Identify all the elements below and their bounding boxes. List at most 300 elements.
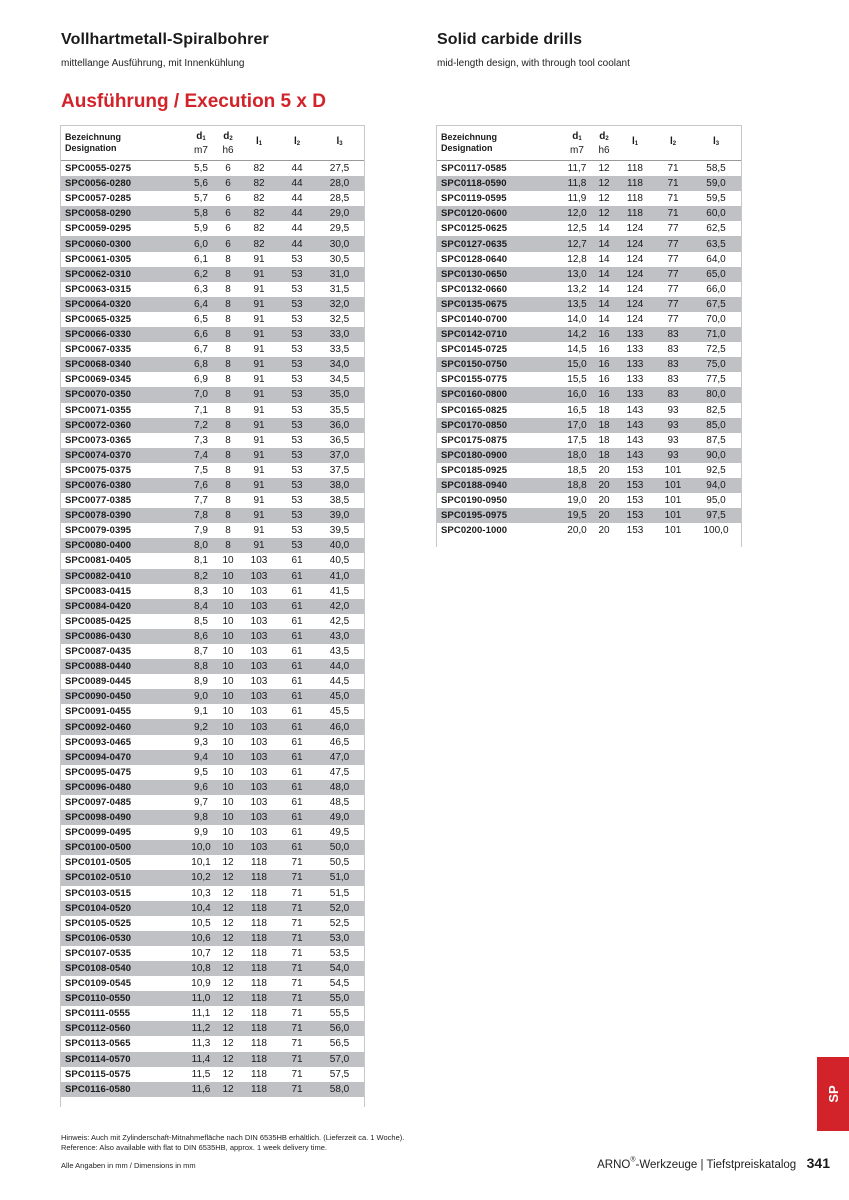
l3-cell: 31,0 <box>315 267 364 282</box>
d1-cell: 9,5 <box>194 766 208 778</box>
table-row <box>61 886 364 901</box>
l2-cell: 61 <box>279 599 315 614</box>
d1-cell: 8,9 <box>194 676 208 688</box>
table-row <box>61 825 364 840</box>
table-row <box>437 297 741 312</box>
l1-cell: 103 <box>239 810 279 825</box>
l1-cell: 91 <box>239 508 279 523</box>
designation-cell: SPC0109-0545 <box>65 978 132 990</box>
d2-cell: 8 <box>217 538 239 553</box>
designation-cell: SPC0080-0400 <box>61 538 185 553</box>
l2-cell: 93 <box>667 404 679 416</box>
designation-cell: SPC0085-0425 <box>65 615 132 627</box>
d1-cell: 6,8 <box>185 357 217 372</box>
d1-cell: 17,5 <box>567 434 587 446</box>
designation-cell: SPC0059-0295 <box>65 223 132 235</box>
designation-cell: SPC0088-0440 <box>61 659 185 674</box>
d2-cell: 6 <box>217 236 239 251</box>
table-row <box>437 191 741 206</box>
l2-cell: 101 <box>655 508 691 523</box>
d1-cell: 6,2 <box>185 267 217 282</box>
l2-cell: 83 <box>667 374 679 386</box>
section-tab[interactable] <box>817 1057 849 1131</box>
l3-cell: 75,0 <box>691 357 741 372</box>
l3-cell: 62,5 <box>706 223 726 235</box>
designation-cell: SPC0097-0485 <box>65 796 132 808</box>
l3-cell: 64,0 <box>706 253 726 265</box>
d2-cell: 8 <box>217 267 239 282</box>
d1-cell: 7,9 <box>194 525 208 537</box>
designation-cell: SPC0070-0350 <box>61 387 185 402</box>
l2-cell: 53 <box>291 495 303 507</box>
l1-cell: 82 <box>253 193 265 205</box>
designation-cell: SPC0105-0525 <box>65 917 132 929</box>
table-row <box>61 1021 364 1036</box>
l1-cell: 91 <box>239 357 279 372</box>
designation-cell: SPC0120-0600 <box>437 206 561 221</box>
d1-cell: 12,0 <box>561 206 593 221</box>
designation-cell: SPC0091-0455 <box>65 706 132 718</box>
l2-cell: 71 <box>279 991 315 1006</box>
d2-cell: 8 <box>217 418 239 433</box>
d2-cell: 6 <box>225 163 231 175</box>
l1-cell: 133 <box>615 387 655 402</box>
l1-cell: 118 <box>251 857 267 869</box>
d2-cell: 10 <box>217 719 239 734</box>
l2-cell: 71 <box>279 1052 315 1067</box>
l3-cell: 57,5 <box>329 1068 350 1080</box>
l3-cell: 56,0 <box>315 1021 364 1036</box>
l1-cell: 103 <box>239 780 279 795</box>
d2-cell: 12 <box>222 1068 234 1080</box>
d1-cell: 9,1 <box>194 706 208 718</box>
table-row <box>437 252 741 267</box>
designation-cell: SPC0098-0490 <box>61 810 185 825</box>
d1-cell: 8,3 <box>194 585 208 597</box>
l1-cell: 124 <box>615 236 655 251</box>
table-row <box>437 312 741 327</box>
d2-cell: 12 <box>217 870 239 885</box>
title-german: Vollhartmetall-Spiralbohrer <box>61 31 269 48</box>
d1-cell: 14,0 <box>567 313 587 325</box>
l2-cell: 53 <box>291 464 303 476</box>
d1-cell: 11,2 <box>185 1021 217 1036</box>
registered-mark: ® <box>630 1156 636 1164</box>
l3-cell: 56,5 <box>329 1038 350 1050</box>
l3-cell: 97,5 <box>691 508 741 523</box>
l3-cell: 52,5 <box>329 917 350 929</box>
d2-cell: 14 <box>598 313 610 325</box>
col-l2: $l_2$ <box>655 126 691 161</box>
l3-cell: 87,5 <box>706 434 726 446</box>
designation-cell: SPC0119-0595 <box>441 193 507 205</box>
d1-cell: 7,0 <box>185 387 217 402</box>
l2-cell: 53 <box>279 327 315 342</box>
d2-cell: 8 <box>217 327 239 342</box>
l2-cell: 101 <box>664 525 682 537</box>
d2-cell: 6 <box>225 193 231 205</box>
d1-cell: 7,6 <box>185 478 217 493</box>
subtitle-german: mittellange Ausführung, mit Innenkühlung <box>61 58 245 69</box>
table-row <box>61 327 364 342</box>
d1-cell: 5,8 <box>185 206 217 221</box>
table-row <box>61 508 364 523</box>
table-row <box>61 599 364 614</box>
designation-cell: SPC0093-0465 <box>65 736 132 748</box>
d2-cell: 10 <box>217 629 239 644</box>
l2-cell: 61 <box>291 676 303 688</box>
d2-cell: 10 <box>222 796 234 808</box>
l2-cell: 93 <box>667 434 679 446</box>
l2-cell: 61 <box>279 629 315 644</box>
l3-cell: 47,5 <box>329 766 350 778</box>
l2-cell: 101 <box>664 464 682 476</box>
table-row <box>61 433 364 448</box>
table-row <box>61 387 364 402</box>
l2-cell: 61 <box>279 569 315 584</box>
d1-cell: 15,5 <box>567 374 587 386</box>
designation-cell: SPC0058-0290 <box>61 206 185 221</box>
d2-cell: 10 <box>222 827 234 839</box>
l2-cell: 53 <box>291 404 303 416</box>
d1-cell: 12,8 <box>567 253 587 265</box>
d2-cell: 8 <box>217 387 239 402</box>
designation-cell: SPC0101-0505 <box>65 857 132 869</box>
d1-cell: 5,7 <box>194 193 208 205</box>
table-row <box>61 221 364 236</box>
d2-cell: 12 <box>217 1052 239 1067</box>
designation-cell: SPC0103-0515 <box>65 887 132 899</box>
l3-cell: 82,5 <box>706 404 726 416</box>
designation-cell: SPC0135-0675 <box>437 297 561 312</box>
col-designation: Bezeichnung Designation <box>437 126 561 161</box>
footnote <box>61 1133 404 1153</box>
designation-cell: SPC0073-0365 <box>65 434 132 446</box>
l1-cell: 124 <box>626 253 644 265</box>
d1-cell: 9,3 <box>194 736 208 748</box>
d2-cell: 12 <box>217 1082 239 1097</box>
table-row <box>61 463 364 478</box>
l2-cell: 61 <box>279 689 315 704</box>
l3-cell: 39,0 <box>315 508 364 523</box>
l2-cell: 53 <box>291 374 303 386</box>
table-row <box>61 795 364 810</box>
designation-cell: SPC0110-0550 <box>61 991 185 1006</box>
l1-cell: 103 <box>239 569 279 584</box>
l1-cell: 82 <box>253 223 265 235</box>
l3-cell: 34,5 <box>329 374 350 386</box>
l2-cell: 61 <box>279 719 315 734</box>
table-row <box>437 523 741 538</box>
col-d1: $d_1$ m7 <box>561 126 593 161</box>
l2-cell: 71 <box>279 870 315 885</box>
l3-cell: 71,0 <box>691 327 741 342</box>
l2-cell: 53 <box>279 357 315 372</box>
l3-cell: 35,0 <box>315 387 364 402</box>
l2-cell: 61 <box>291 827 303 839</box>
table-row <box>437 176 741 191</box>
d2-cell: 14 <box>593 297 615 312</box>
l3-cell: 65,0 <box>691 267 741 282</box>
l3-cell: 53,0 <box>315 931 364 946</box>
d1-cell: 11,9 <box>567 193 587 205</box>
d2-cell: 10 <box>217 780 239 795</box>
l3-cell: 94,0 <box>691 478 741 493</box>
l3-cell: 41,5 <box>329 585 350 597</box>
l3-cell: 67,5 <box>691 297 741 312</box>
l1-cell: 118 <box>251 1038 267 1050</box>
l1-cell: 103 <box>250 736 268 748</box>
d1-cell: 8,7 <box>194 646 208 658</box>
l2-cell: 44 <box>279 176 315 191</box>
l1-cell: 118 <box>615 176 655 191</box>
designation-cell: SPC0076-0380 <box>61 478 185 493</box>
table-row <box>61 840 364 855</box>
l1-cell: 118 <box>239 870 279 885</box>
right-spec-table <box>437 126 741 538</box>
l3-cell: 50,0 <box>315 840 364 855</box>
table-row <box>61 901 364 916</box>
col-l3: $l_3$ <box>691 126 741 161</box>
l1-cell: 143 <box>615 448 655 463</box>
d2-cell: 14 <box>593 236 615 251</box>
l1-cell: 103 <box>239 659 279 674</box>
table-row <box>61 297 364 312</box>
l2-cell: 71 <box>655 206 691 221</box>
l2-cell: 53 <box>291 283 303 295</box>
d2-cell: 10 <box>217 840 239 855</box>
d2-cell: 12 <box>593 206 615 221</box>
l2-cell: 71 <box>291 917 303 929</box>
d1-cell: 9,4 <box>185 750 217 765</box>
d1-cell: 12,7 <box>561 236 593 251</box>
d2-cell: 12 <box>217 991 239 1006</box>
d1-cell: 6,6 <box>185 327 217 342</box>
d1-cell: 7,2 <box>185 418 217 433</box>
d2-cell: 12 <box>222 1038 234 1050</box>
d2-cell: 12 <box>222 947 234 959</box>
d2-cell: 10 <box>217 810 239 825</box>
l1-cell: 118 <box>251 978 267 990</box>
designation-cell: SPC0145-0725 <box>441 344 508 356</box>
d1-cell: 9,6 <box>185 780 217 795</box>
l2-cell: 71 <box>655 176 691 191</box>
l2-cell: 93 <box>655 418 691 433</box>
l1-cell: 91 <box>239 327 279 342</box>
d1-cell: 11,0 <box>185 991 217 1006</box>
l3-cell: 58,0 <box>315 1082 364 1097</box>
designation-cell: SPC0090-0450 <box>61 689 185 704</box>
l3-cell: 29,5 <box>329 223 350 235</box>
l3-cell: 36,0 <box>315 418 364 433</box>
designation-cell: SPC0155-0775 <box>441 374 508 386</box>
d2-cell: 6 <box>217 206 239 221</box>
l1-cell: 91 <box>253 283 265 295</box>
d1-cell: 6,0 <box>185 236 217 251</box>
l1-cell: 118 <box>251 917 267 929</box>
d1-cell: 10,7 <box>191 947 211 959</box>
d2-cell: 10 <box>222 706 234 718</box>
d1-cell: 7,7 <box>194 495 208 507</box>
d2-cell: 20 <box>593 508 615 523</box>
d1-cell: 8,0 <box>185 538 217 553</box>
l1-cell: 82 <box>239 206 279 221</box>
l1-cell: 118 <box>239 991 279 1006</box>
l1-cell: 103 <box>250 646 268 658</box>
d2-cell: 16 <box>593 327 615 342</box>
d2-cell: 8 <box>225 495 231 507</box>
l2-cell: 44 <box>291 223 303 235</box>
l3-cell: 53,5 <box>329 947 350 959</box>
table-row <box>437 221 741 236</box>
table-header-row <box>61 126 364 161</box>
l3-cell: 52,0 <box>315 901 364 916</box>
designation-cell: SPC0128-0640 <box>441 253 508 265</box>
d1-cell: 11,3 <box>191 1038 211 1050</box>
d1-cell: 18,8 <box>561 478 593 493</box>
table-row <box>61 674 364 689</box>
designation-cell: SPC0142-0710 <box>437 327 561 342</box>
l1-cell: 143 <box>615 418 655 433</box>
l3-cell: 51,5 <box>329 887 350 899</box>
d2-cell: 14 <box>598 223 610 235</box>
l3-cell: 59,0 <box>691 176 741 191</box>
l2-cell: 101 <box>655 478 691 493</box>
d1-cell: 16,5 <box>567 404 587 416</box>
d1-cell: 18,0 <box>561 448 593 463</box>
l1-cell: 118 <box>251 947 267 959</box>
l1-cell: 82 <box>239 236 279 251</box>
d1-cell: 8,2 <box>185 569 217 584</box>
l3-cell: 32,5 <box>329 313 350 325</box>
l3-cell: 39,5 <box>329 525 350 537</box>
l2-cell: 71 <box>667 193 679 205</box>
l2-cell: 83 <box>655 357 691 372</box>
d1-cell: 15,0 <box>561 357 593 372</box>
table-row <box>61 704 364 719</box>
d1-cell: 10,6 <box>185 931 217 946</box>
l2-cell: 83 <box>667 344 679 356</box>
l3-cell: 57,0 <box>315 1052 364 1067</box>
l1-cell: 91 <box>253 525 265 537</box>
d1-cell: 10,5 <box>191 917 211 929</box>
l1-cell: 103 <box>250 827 268 839</box>
d2-cell: 18 <box>598 434 610 446</box>
d1-cell: 7,3 <box>194 434 208 446</box>
l1-cell: 133 <box>626 374 644 386</box>
d2-cell: 8 <box>225 313 231 325</box>
table-row <box>61 553 364 568</box>
units-note: Alle Angaben in mm / Dimensions in mm <box>61 1161 196 1170</box>
l3-cell: 46,5 <box>329 736 350 748</box>
d1-cell: 6,7 <box>194 344 208 356</box>
table-row <box>61 1036 364 1051</box>
d1-cell: 11,6 <box>185 1082 217 1097</box>
d2-cell: 12 <box>217 931 239 946</box>
l3-cell: 30,5 <box>329 253 350 265</box>
table-row <box>61 418 364 433</box>
l1-cell: 82 <box>253 163 265 175</box>
l2-cell: 53 <box>279 297 315 312</box>
l1-cell: 133 <box>615 357 655 372</box>
d1-cell: 18,5 <box>567 464 587 476</box>
l1-cell: 103 <box>239 719 279 734</box>
l3-cell: 28,0 <box>315 176 364 191</box>
d1-cell: 13,2 <box>567 283 587 295</box>
l2-cell: 93 <box>655 448 691 463</box>
d2-cell: 12 <box>222 887 234 899</box>
l2-cell: 71 <box>291 857 303 869</box>
table-row <box>61 765 364 780</box>
table-row <box>61 403 364 418</box>
d1-cell: 7,8 <box>185 508 217 523</box>
d1-cell: 13,0 <box>561 267 593 282</box>
l2-cell: 77 <box>655 236 691 251</box>
designation-cell: SPC0072-0360 <box>61 418 185 433</box>
l1-cell: 118 <box>627 193 643 205</box>
d1-cell: 5,6 <box>185 176 217 191</box>
l3-cell: 48,5 <box>329 796 350 808</box>
table-row <box>61 357 364 372</box>
designation-cell: SPC0106-0530 <box>61 931 185 946</box>
d2-cell: 10 <box>222 676 234 688</box>
d2-cell: 12 <box>217 961 239 976</box>
l1-cell: 91 <box>253 464 265 476</box>
l2-cell: 53 <box>279 267 315 282</box>
l3-cell: 28,5 <box>329 193 350 205</box>
l1-cell: 153 <box>626 464 644 476</box>
l3-cell: 37,0 <box>315 448 364 463</box>
d2-cell: 8 <box>225 283 231 295</box>
l2-cell: 77 <box>667 223 679 235</box>
d2-cell: 12 <box>217 1021 239 1036</box>
designation-cell: SPC0065-0325 <box>65 313 132 325</box>
l1-cell: 103 <box>239 689 279 704</box>
l1-cell: 103 <box>239 629 279 644</box>
l3-cell: 30,0 <box>315 236 364 251</box>
table-row <box>61 1067 364 1082</box>
col-l3: $l_3$ <box>315 126 364 161</box>
designation-cell: SPC0067-0335 <box>65 344 132 356</box>
l1-cell: 124 <box>615 267 655 282</box>
l3-cell: 43,0 <box>315 629 364 644</box>
l3-cell: 59,5 <box>706 193 726 205</box>
l2-cell: 77 <box>667 313 679 325</box>
l1-cell: 103 <box>239 599 279 614</box>
table-row <box>61 946 364 961</box>
designation-cell: SPC0056-0280 <box>61 176 185 191</box>
designation-cell: SPC0082-0410 <box>61 569 185 584</box>
col-d2: $d_2$ h6 <box>217 126 239 161</box>
l1-cell: 133 <box>626 344 644 356</box>
l1-cell: 118 <box>251 1068 267 1080</box>
l1-cell: 103 <box>250 766 268 778</box>
designation-cell: SPC0068-0340 <box>61 357 185 372</box>
table-row <box>61 931 364 946</box>
l3-cell: 48,0 <box>315 780 364 795</box>
l2-cell: 61 <box>279 810 315 825</box>
l3-cell: 85,0 <box>691 418 741 433</box>
l3-cell: 63,5 <box>691 236 741 251</box>
table-row <box>437 161 741 177</box>
col-designation: Bezeichnung Designation <box>61 126 185 161</box>
l2-cell: 83 <box>655 387 691 402</box>
left-spec-table <box>61 126 364 1097</box>
designation-cell: SPC0112-0560 <box>61 1021 185 1036</box>
d2-cell: 10 <box>217 659 239 674</box>
designation-cell: SPC0083-0415 <box>65 585 132 597</box>
designation-cell: SPC0132-0660 <box>441 283 508 295</box>
